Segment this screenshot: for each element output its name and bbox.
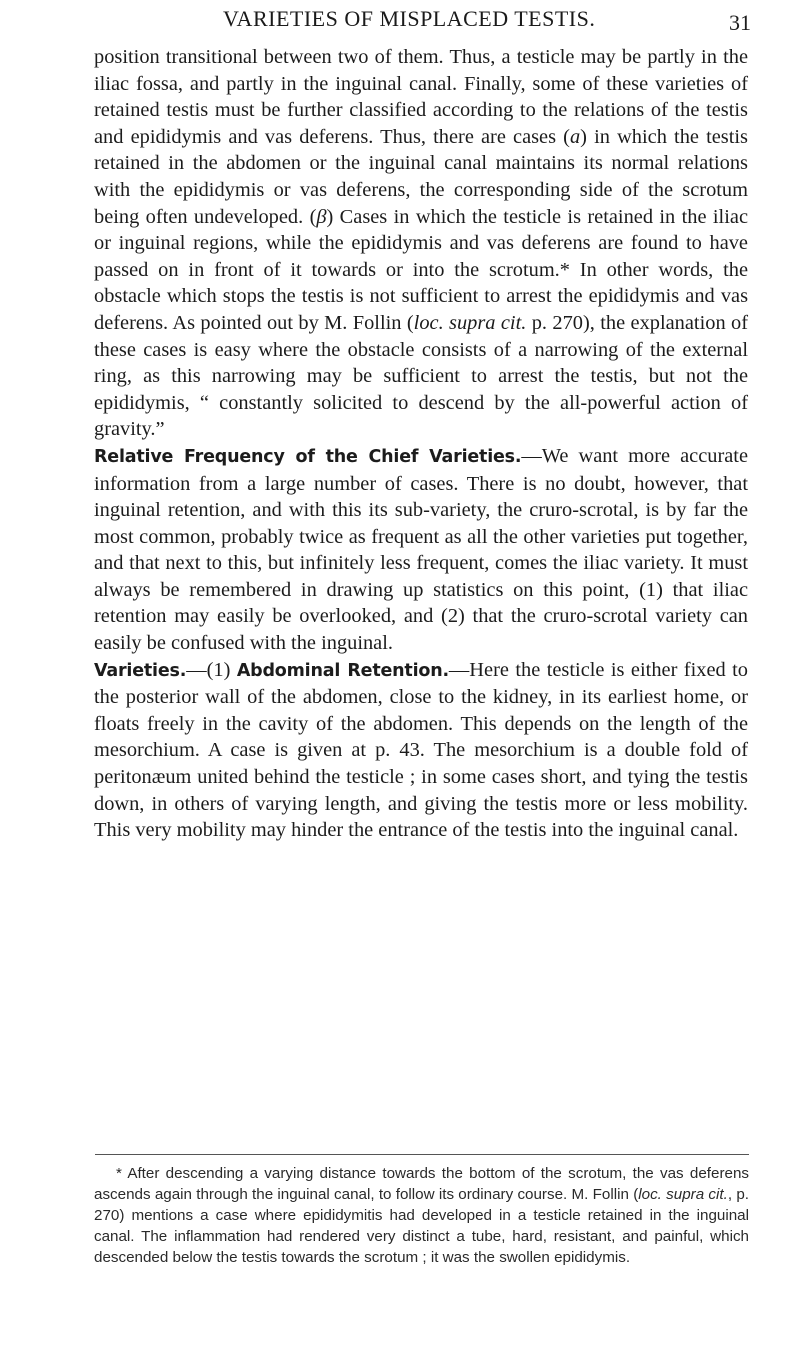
- text-segment: —(1): [186, 658, 237, 681]
- paragraph-3: [94, 657, 748, 844]
- page-number: 31: [729, 10, 751, 35]
- footnote-divider: [95, 1154, 749, 1155]
- section-heading: Relative Frequency of the Chief Varieties.: [94, 446, 522, 467]
- text-segment-italic: β: [316, 205, 327, 228]
- paragraph-1: [94, 44, 748, 443]
- subsection-heading: Abdominal Retention.: [236, 660, 449, 681]
- text-segment: ) in which the testis retained in the abdomen or the inguinal canal maintains its normal relations with the epididymis or vas deferens, the corresponding side of the scrotum being often undeveloped. (: [94, 125, 748, 228]
- text-segment: —We want more accurate information from a large number of cases. There is no doubt, however, that inguinal retention, and with this its sub-variety, the cruro-scrotal, is by far the most common, probably twice as frequent as all the other varieties put together, and that next to this, but infinitely less frequent, comes the iliac variety. It must always be remembered in drawing up statistics on this point, (1) that iliac retention may easily be overlooked, and (2) that the cruro-scrotal variety can easily be confused with the inguinal.: [94, 444, 748, 655]
- paragraph-2: [94, 443, 748, 657]
- text-segment-italic: a: [569, 125, 581, 148]
- footnote-text: [94, 1163, 749, 1268]
- text-segment: * After descending a varying distance towards the bottom of the scrotum, the vas deferens ascends again through the inguinal canal, to follow its ordinary course. M. Follin (: [94, 1165, 749, 1203]
- footnote: [94, 1163, 749, 1268]
- text-segment: ) Cases in which the testicle is retained in the iliac or inguinal regions, while the epididymis and vas deferens are found to have passed on in front of it towards or into the scrotum.* In other words, the obstacle which stops the testis is not sufficient to arrest the epididymis and vas deferens. As pointed out by M. Follin (: [94, 205, 748, 334]
- text-segment-italic: loc. supra cit.: [413, 311, 527, 334]
- section-heading: Varieties.: [94, 660, 187, 681]
- text-segment-italic: loc. supra cit.: [638, 1186, 728, 1203]
- text-segment: —Here the testicle is either fixed to the posterior wall of the abdomen, close to the kidney, in its earliest home, or floats freely in the cavity of the abdomen. This depends on the length of the mesorchium. A case is given at p. 43. The mesorchium is a double fold of peritonæum united behind the testicle ; in some cases short, and tying the testis down, in others of varying length, and giving the testis more or less mobility. This very mobility may hinder the entrance of the testis into the inguinal canal.: [94, 658, 748, 842]
- text-segment: , p. 270) mentions a case where epididymitis had developed in a testicle retained in the inguinal canal. The inflammation had rendered very distinct a tube, hard, resistant, and painful, which descended below the testis towards the scrotum ; it was the swollen epididymis.: [94, 1186, 749, 1266]
- text-segment: position transitional between two of them. Thus, a testicle may be partly in the iliac fossa, and partly in the inguinal canal. Finally, some of these varieties of retained testis must be further classified according to the relations of the testis and epididymis and vas deferens. Thus, there are cases (: [94, 46, 748, 148]
- text-segment: p. 270), the explanation of these cases is easy where the obstacle consists of a narrowing of the external ring, as this narrowing may be sufficient to arrest the testis, but not the epididymis, “ constantly solicited to descend by the all-powerful action of gravity.”: [94, 311, 749, 441]
- running-title: VARIETIES OF MISPLACED TESTIS.: [223, 6, 596, 31]
- main-text: [94, 44, 748, 844]
